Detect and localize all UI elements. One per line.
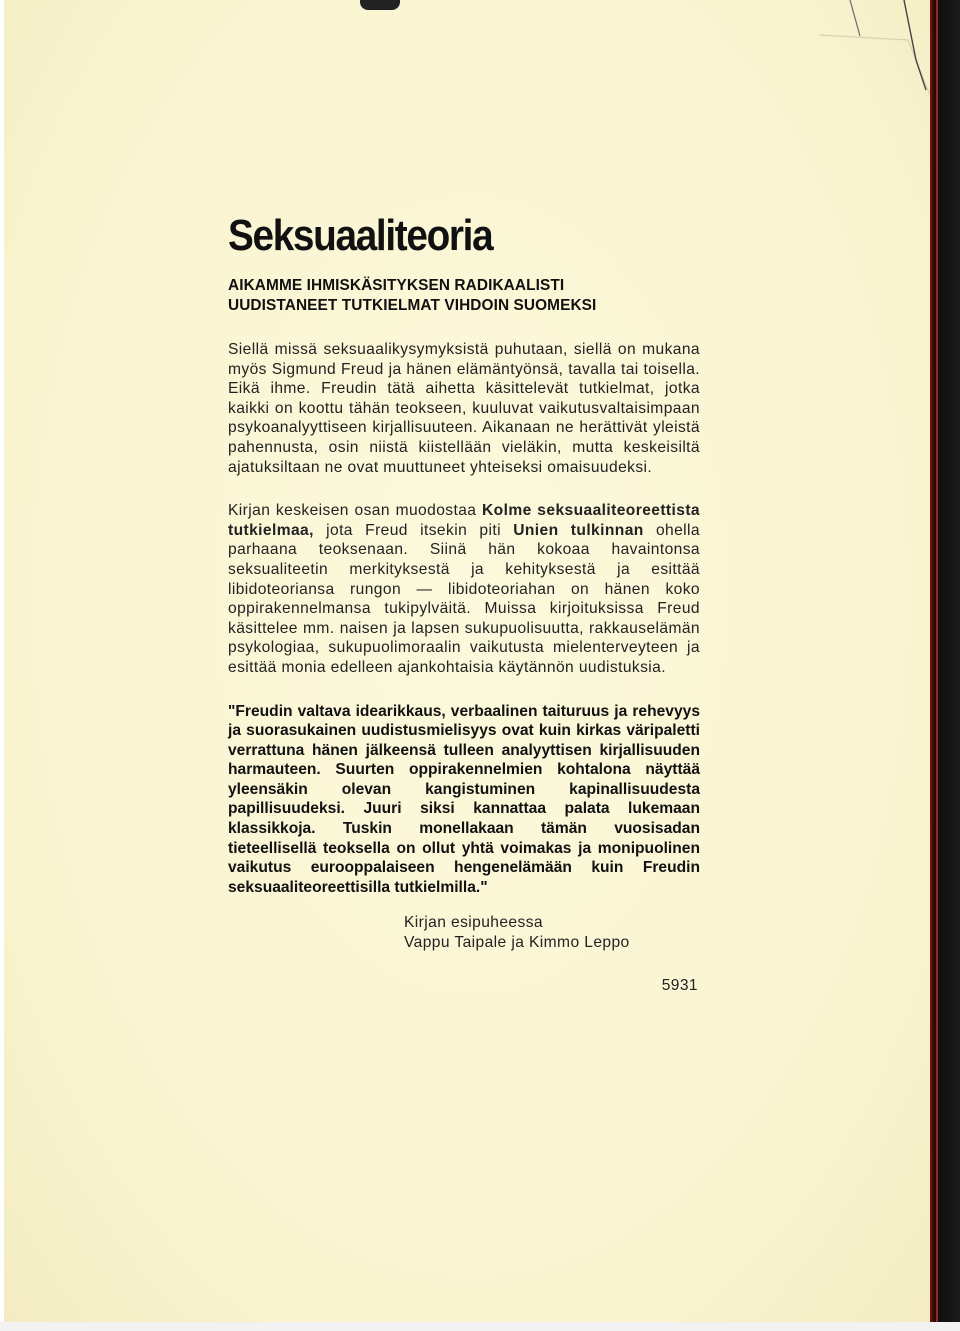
attribution-line: Kirjan esipuheessa [404, 914, 543, 932]
book-title: Seksuaaliteoria [228, 211, 493, 260]
subtitle [228, 276, 700, 316]
description-paragraph-1: Siellä missä seksuaalikysymyksistä puhutaan, siellä on mukana myös Sigmund Freud ja hänen elämäntyönsä, tavalla tai toisella. Eikä ihme. Freudin tätä aihetta käsittelevät tutkielmat, jotka kaikki on koottu tähän teokseen, kuuluvat vaikutusvaltaisimpaan psykoanalyyttiseen kirjallisuuteen. Aikanaan ne herättivät yleistä pahennusta, osin niistä kiistellään vieläkin, mutta keskeisiltä ajatuksiltaan ne ovat muuttuneet yhteiseksi omaisuudeksi. [228, 341, 700, 476]
bottom-margin [0, 1322, 960, 1331]
subtitle-line: AIKAMME IHMISKÄSITYKSEN RADIKAALISTI [228, 277, 565, 294]
work-title-bold: Kolme seksuaaliteoreettista tutkielmaa, [228, 502, 700, 539]
description-paragraph-2 [228, 501, 700, 677]
foreword-quote: "Freudin valtava idearikkaus, verbaalinen taituruus ja rehevyys ja suorasukainen uudistusmielisyys ovat kuin kirkas väripaletti verrattuna hänen jälkeensä tulleen analyyttisen kirjallisuuden harmauteen. Suurten oppirakennelmien kohtalona näyttää yleensäkin olevan kangistuminen kapinallisuudesta papillisuudeksi. Juuri siksi kannattaa palata lukemaan klassikkoja. Tuskin monellakaan tämän vuosisadan tieteellisellä teoksella on ollut yhtä voimakas ja monipuolinen vaikutus eurooppalaiseen hengenelämään kuin Freudin seksuaaliteoreettisilla tutkielmilla." [228, 702, 700, 896]
subtitle-line: UUDISTANEET TUTKIELMAT VIHDOIN SUOMEKSI [228, 297, 597, 314]
quote-attribution [404, 913, 700, 953]
attribution-line: Vappu Taipale ja Kimmo Leppo [404, 934, 630, 952]
top-edge-mark [360, 0, 400, 10]
paragraph-text: jota Freud itsekin piti [313, 521, 514, 539]
corner-crease [820, 0, 930, 95]
work-title-bold: Unien tulkinnan [513, 521, 644, 539]
paragraph-text: Kirjan keskeisen osan muodostaa [228, 502, 482, 520]
spine-edge [936, 0, 938, 1331]
cover-text [228, 200, 700, 995]
book-number: 5931 [661, 977, 698, 995]
book-spine [930, 0, 960, 1331]
paragraph-text: ohella parhaana teoksenaan. Siinä hän kokoaa havaintonsa seksualiteetin merkityksestä ja kehityksestä ja esittää libidoteoriansa rungon — libidoteoriahan on hänen koko oppirakennelmansa tukipylväitä. Muissa kirjoituksissa Freud käsittelee mm. naisen ja lapsen sukupuolisuutta, rakkauselämän psykologiaa, sukupuolimoraalin vaikutusta mielenterveyteen ja esittää monia edelleen ajankohtaisia käytännön uudistuksia. [228, 521, 700, 676]
